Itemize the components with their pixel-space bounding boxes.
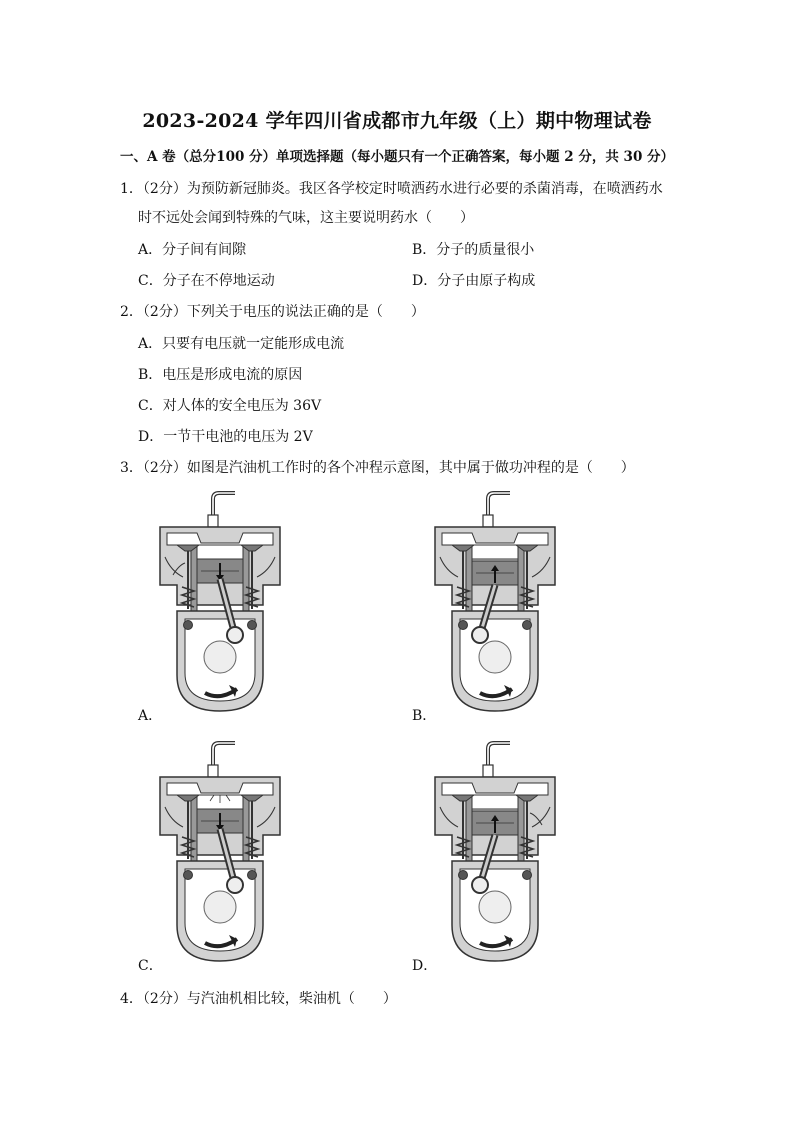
figure-label-b[interactable]: B． xyxy=(412,708,437,724)
question-1-option-b[interactable]: B．分子的质量很小 xyxy=(412,242,535,258)
figure-label-c[interactable]: C． xyxy=(138,958,163,974)
question-2-option-c[interactable]: C．对人体的安全电压为 36V xyxy=(138,398,322,414)
section-heading: 一、A 卷（总分100 分）单项选择题（每小题只有一个正确答案，每小题 2 分，共 30 分） xyxy=(120,149,675,165)
exam-title: 2023-2024 学年四川省成都市九年级（上）期中物理试卷 xyxy=(142,110,652,132)
question-2-option-a[interactable]: A．只要有电压就一定能形成电流 xyxy=(138,336,345,352)
question-2-option-b[interactable]: B．电压是形成电流的原因 xyxy=(138,367,303,383)
question-1-stem-continued: 时不远处会闻到特殊的气味，这主要说明药水（ ） xyxy=(138,210,474,226)
question-4-stem: 4．（2分）与汽油机相比较，柴油机（ ） xyxy=(120,991,397,1007)
engine-diagram-c xyxy=(155,735,285,965)
engine-diagram-b xyxy=(430,485,560,715)
engine-diagram-d xyxy=(430,735,560,965)
question-2-option-d[interactable]: D．一节干电池的电压为 2V xyxy=(138,429,313,445)
question-1-option-a[interactable]: A．分子间有间隙 xyxy=(138,242,247,258)
engine-diagram-a xyxy=(155,485,285,715)
question-1-option-d[interactable]: D．分子由原子构成 xyxy=(412,273,536,289)
question-2-stem: 2．（2分）下列关于电压的说法正确的是（ ） xyxy=(120,304,425,320)
question-1-option-c[interactable]: C．分子在不停地运动 xyxy=(138,273,275,289)
question-3-stem: 3．（2分）如图是汽油机工作时的各个冲程示意图，其中属于做功冲程的是（ ） xyxy=(120,460,635,476)
figure-label-a[interactable]: A． xyxy=(138,708,163,724)
figure-label-d[interactable]: D． xyxy=(412,958,438,974)
question-1-stem: 1．（2分）为预防新冠肺炎。我区各学校定时喷洒药水进行必要的杀菌消毒，在喷洒药水 xyxy=(120,181,663,197)
